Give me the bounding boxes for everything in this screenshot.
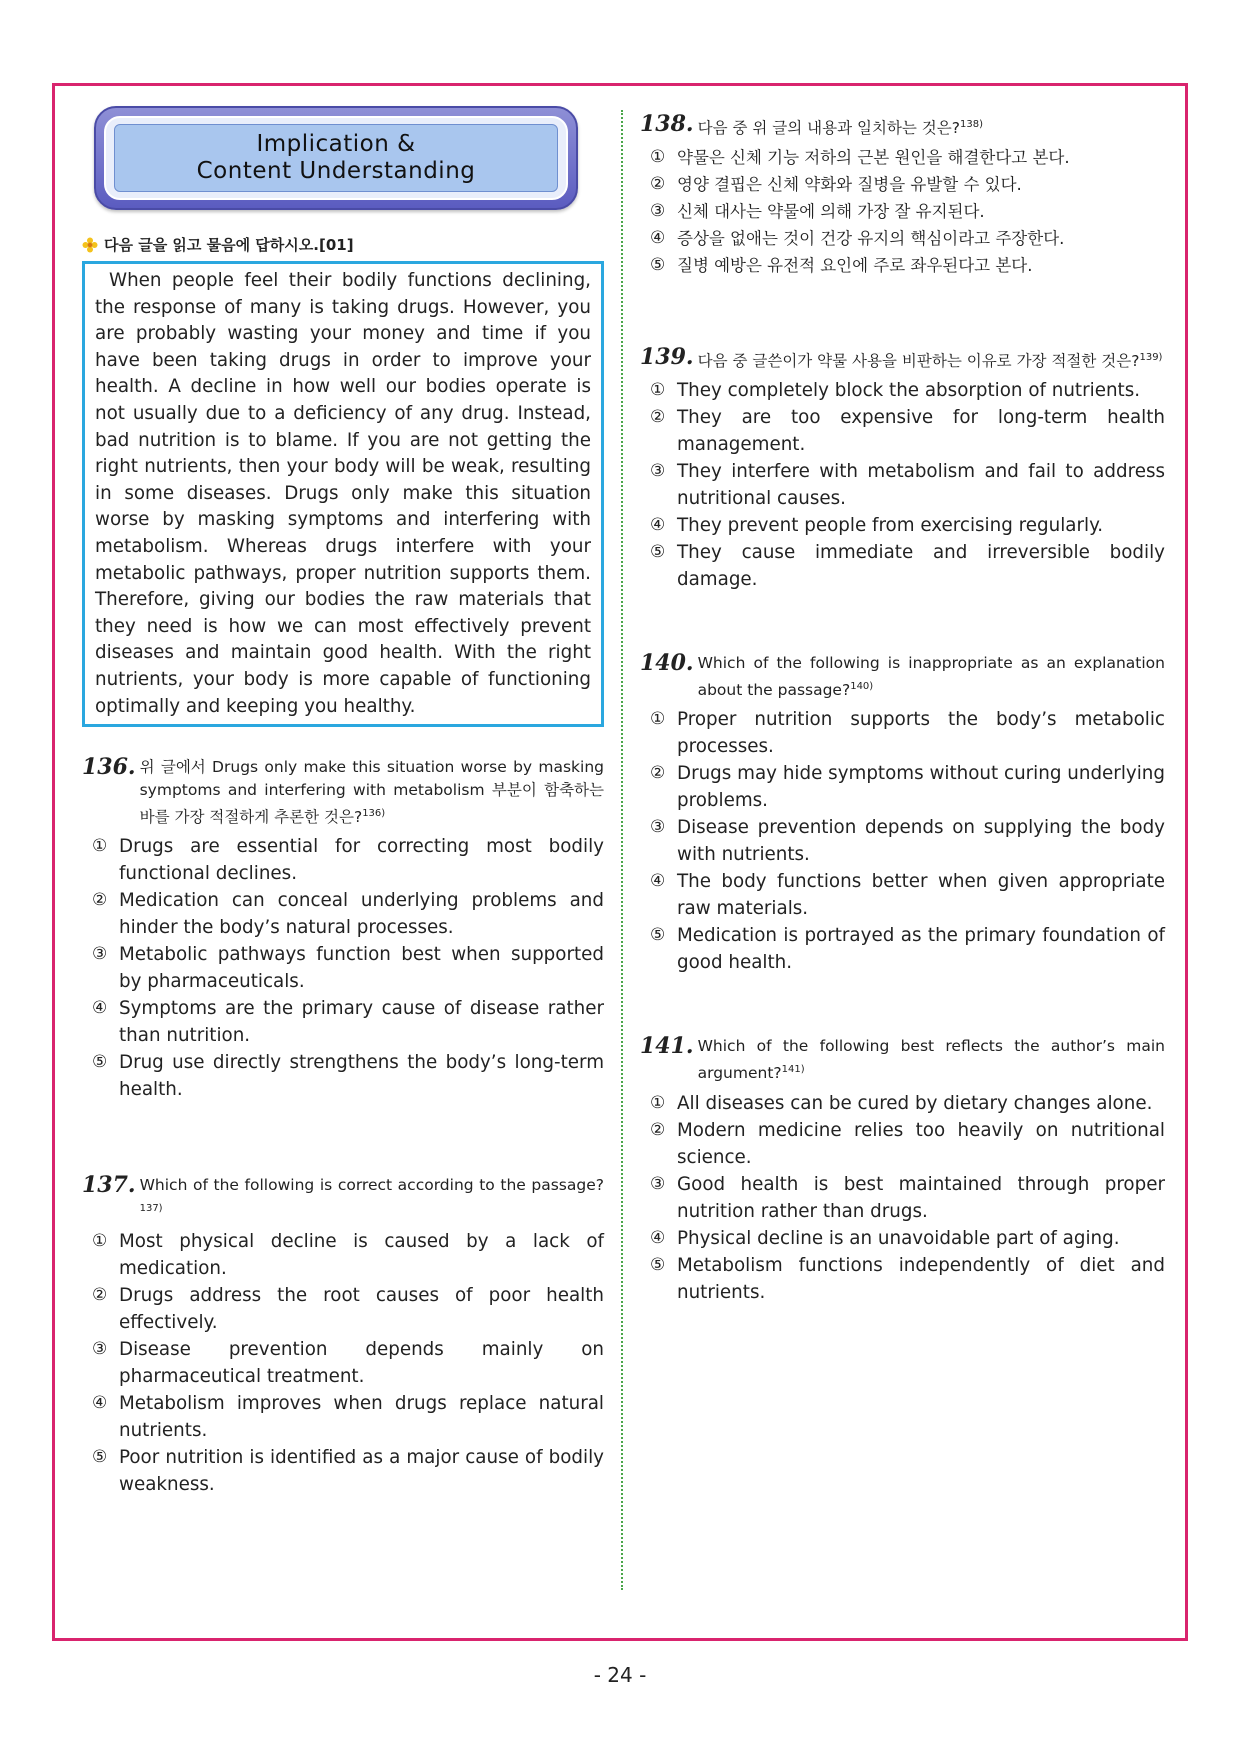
option-2[interactable]: ② Drugs may hide symptoms without curing underlying problems. xyxy=(650,763,1165,812)
option-5[interactable]: ⑤ Medication is portrayed as the primary foundation of good health. xyxy=(650,925,1165,974)
options-list xyxy=(640,1090,1165,1306)
question-number: 138. xyxy=(640,111,694,137)
footnote-ref: 140) xyxy=(850,681,874,693)
question-number: 140. xyxy=(640,650,694,677)
option-5[interactable]: ⑤ They cause immediate and irreversible bodily damage. xyxy=(650,542,1165,591)
option-3[interactable]: ③ Disease prevention depends on supplying the body with nutrients. xyxy=(650,817,1165,866)
question-140 xyxy=(640,651,1165,976)
option-3[interactable]: ③ Good health is best maintained through proper nutrition rather than drugs. xyxy=(650,1173,1165,1222)
question-141 xyxy=(640,1034,1165,1305)
options-list xyxy=(82,833,604,1103)
option-5[interactable]: ⑤ Metabolism functions independently of diet and nutrients. xyxy=(650,1254,1165,1303)
option-5[interactable]: ⑤ Poor nutrition is identified as a major cause of bodily weakness. xyxy=(92,1447,604,1496)
instruction xyxy=(82,234,604,255)
option-2[interactable]: ② They are too expensive for long-term health management. xyxy=(650,407,1165,456)
option-4[interactable]: ④ The body functions better when given appropriate raw materials. xyxy=(650,871,1165,920)
option-5[interactable]: ⑤ 질병 예방은 유전적 요인에 주로 좌우된다고 본다. xyxy=(650,255,1033,276)
option-5[interactable]: ⑤ Drug use directly strengthens the body’s long-term health. xyxy=(92,1052,604,1101)
question-number: 141. xyxy=(640,1033,694,1060)
question-stem: Which of the following is correct according to the passage? xyxy=(139,1176,604,1195)
instruction-text: 다음 글을 읽고 물음에 답하시오.[01] xyxy=(104,236,354,254)
options-list xyxy=(640,377,1165,593)
option-4[interactable]: ④ 증상을 없애는 것이 건강 유지의 핵심이라고 주장한다. xyxy=(650,228,1065,249)
option-2[interactable]: ② Modern medicine relies too heavily on nutritional science. xyxy=(650,1119,1165,1168)
footnote-ref: 137) xyxy=(139,1203,163,1215)
option-2[interactable]: ② 영양 결핍은 신체 약화와 질병을 유발할 수 있다. xyxy=(650,174,1022,195)
reading-passage xyxy=(82,261,604,727)
option-1[interactable]: ① All diseases can be cured by dietary changes alone. xyxy=(650,1092,1153,1114)
column-divider xyxy=(621,110,623,1590)
option-4[interactable]: ④ Physical decline is an unavoidable part of aging. xyxy=(650,1227,1120,1249)
question-stem: Which of the following is inappropriate as an explanation about the passage? xyxy=(697,654,1165,700)
question-136 xyxy=(82,755,604,1103)
option-4[interactable]: ④ They prevent people from exercising regularly. xyxy=(650,515,1104,537)
question-number: 137. xyxy=(82,1172,136,1199)
options-list xyxy=(640,706,1165,976)
footnote-ref: 138) xyxy=(959,119,983,130)
question-139 xyxy=(640,345,1165,593)
option-3[interactable]: ③ Metabolic pathways function best when supported by pharmaceuticals. xyxy=(92,944,604,993)
option-3[interactable]: ③ Disease prevention depends mainly on pharmaceutical treatment. xyxy=(92,1339,604,1388)
page-number: - 24 - xyxy=(593,1663,647,1687)
option-4[interactable]: ④ Metabolism improves when drugs replace natural nutrients. xyxy=(92,1393,604,1442)
option-2[interactable]: ② Medication can conceal underlying problems and hinder the body’s natural processes. xyxy=(92,890,604,939)
question-stem: 다음 중 글쓴이가 약물 사용을 비판하는 이유로 가장 적절한 것은? xyxy=(697,352,1140,371)
option-1[interactable]: ① Drugs are essential for correcting most bodily functional declines. xyxy=(92,836,604,885)
option-1[interactable]: ① 약물은 신체 기능 저하의 근본 원인을 해결한다고 본다. xyxy=(650,147,1070,168)
option-3[interactable]: ③ 신체 대사는 약물에 의해 가장 잘 유지된다. xyxy=(650,201,985,222)
footnote-ref: 136) xyxy=(362,808,386,820)
question-number: 139. xyxy=(640,344,694,371)
footnote-ref: 141) xyxy=(781,1064,805,1076)
options-list xyxy=(640,144,1165,279)
section-title-line1: Implication & xyxy=(256,131,416,157)
question-138 xyxy=(640,112,1165,279)
section-title-line2: Content Understanding xyxy=(196,158,476,184)
left-column xyxy=(82,106,604,1498)
question-stem: 위 글에서 Drugs only make this situation worse by masking symptoms and interfering with metabolism 부분이 함축하는 바를 가장 적절하게 추론한 것은? xyxy=(139,758,604,827)
options-list xyxy=(82,1228,604,1498)
option-1[interactable]: ① They completely block the absorption of nutrients. xyxy=(650,380,1141,402)
option-3[interactable]: ③ They interfere with metabolism and fail to address nutritional causes. xyxy=(650,461,1165,510)
option-4[interactable]: ④ Symptoms are the primary cause of disease rather than nutrition. xyxy=(92,998,604,1047)
flower-icon xyxy=(82,237,98,253)
question-stem: 다음 중 위 글의 내용과 일치하는 것은? xyxy=(697,119,960,138)
option-1[interactable]: ① Proper nutrition supports the body’s metabolic processes. xyxy=(650,709,1165,758)
passage-text: When people feel their bodily functions declining, the response of many is taking drugs. However, you are probably wasting your money and time if you have been taking drugs in order to improve your health. A decline in how well our bodies operate is not usually due to a deficiency of any drug. Instead, bad nutrition is to blame. If you are not getting the right nutrients, then your body will be weak, resulting in some diseases. Drugs only make this situation worse by masking symptoms and interfering with metabolism. Whereas drugs interfere with your metabolic pathways, proper nutrition supports them. Therefore, giving our bodies the raw materials that they need is how we can most effectively prevent diseases and maintain good health. With the right nutrients, your body is more capable of functioning optimally and keeping you healthy. xyxy=(95,270,591,717)
question-number: 136. xyxy=(82,754,136,781)
option-2[interactable]: ② Drugs address the root causes of poor health effectively. xyxy=(92,1285,604,1334)
option-1[interactable]: ① Most physical decline is caused by a lack of medication. xyxy=(92,1231,604,1280)
section-header-badge xyxy=(94,106,578,210)
question-137 xyxy=(82,1173,604,1498)
question-stem: Which of the following best reflects the author’s main argument? xyxy=(697,1037,1165,1083)
footnote-ref: 139) xyxy=(1139,352,1163,364)
right-column xyxy=(640,112,1165,1306)
